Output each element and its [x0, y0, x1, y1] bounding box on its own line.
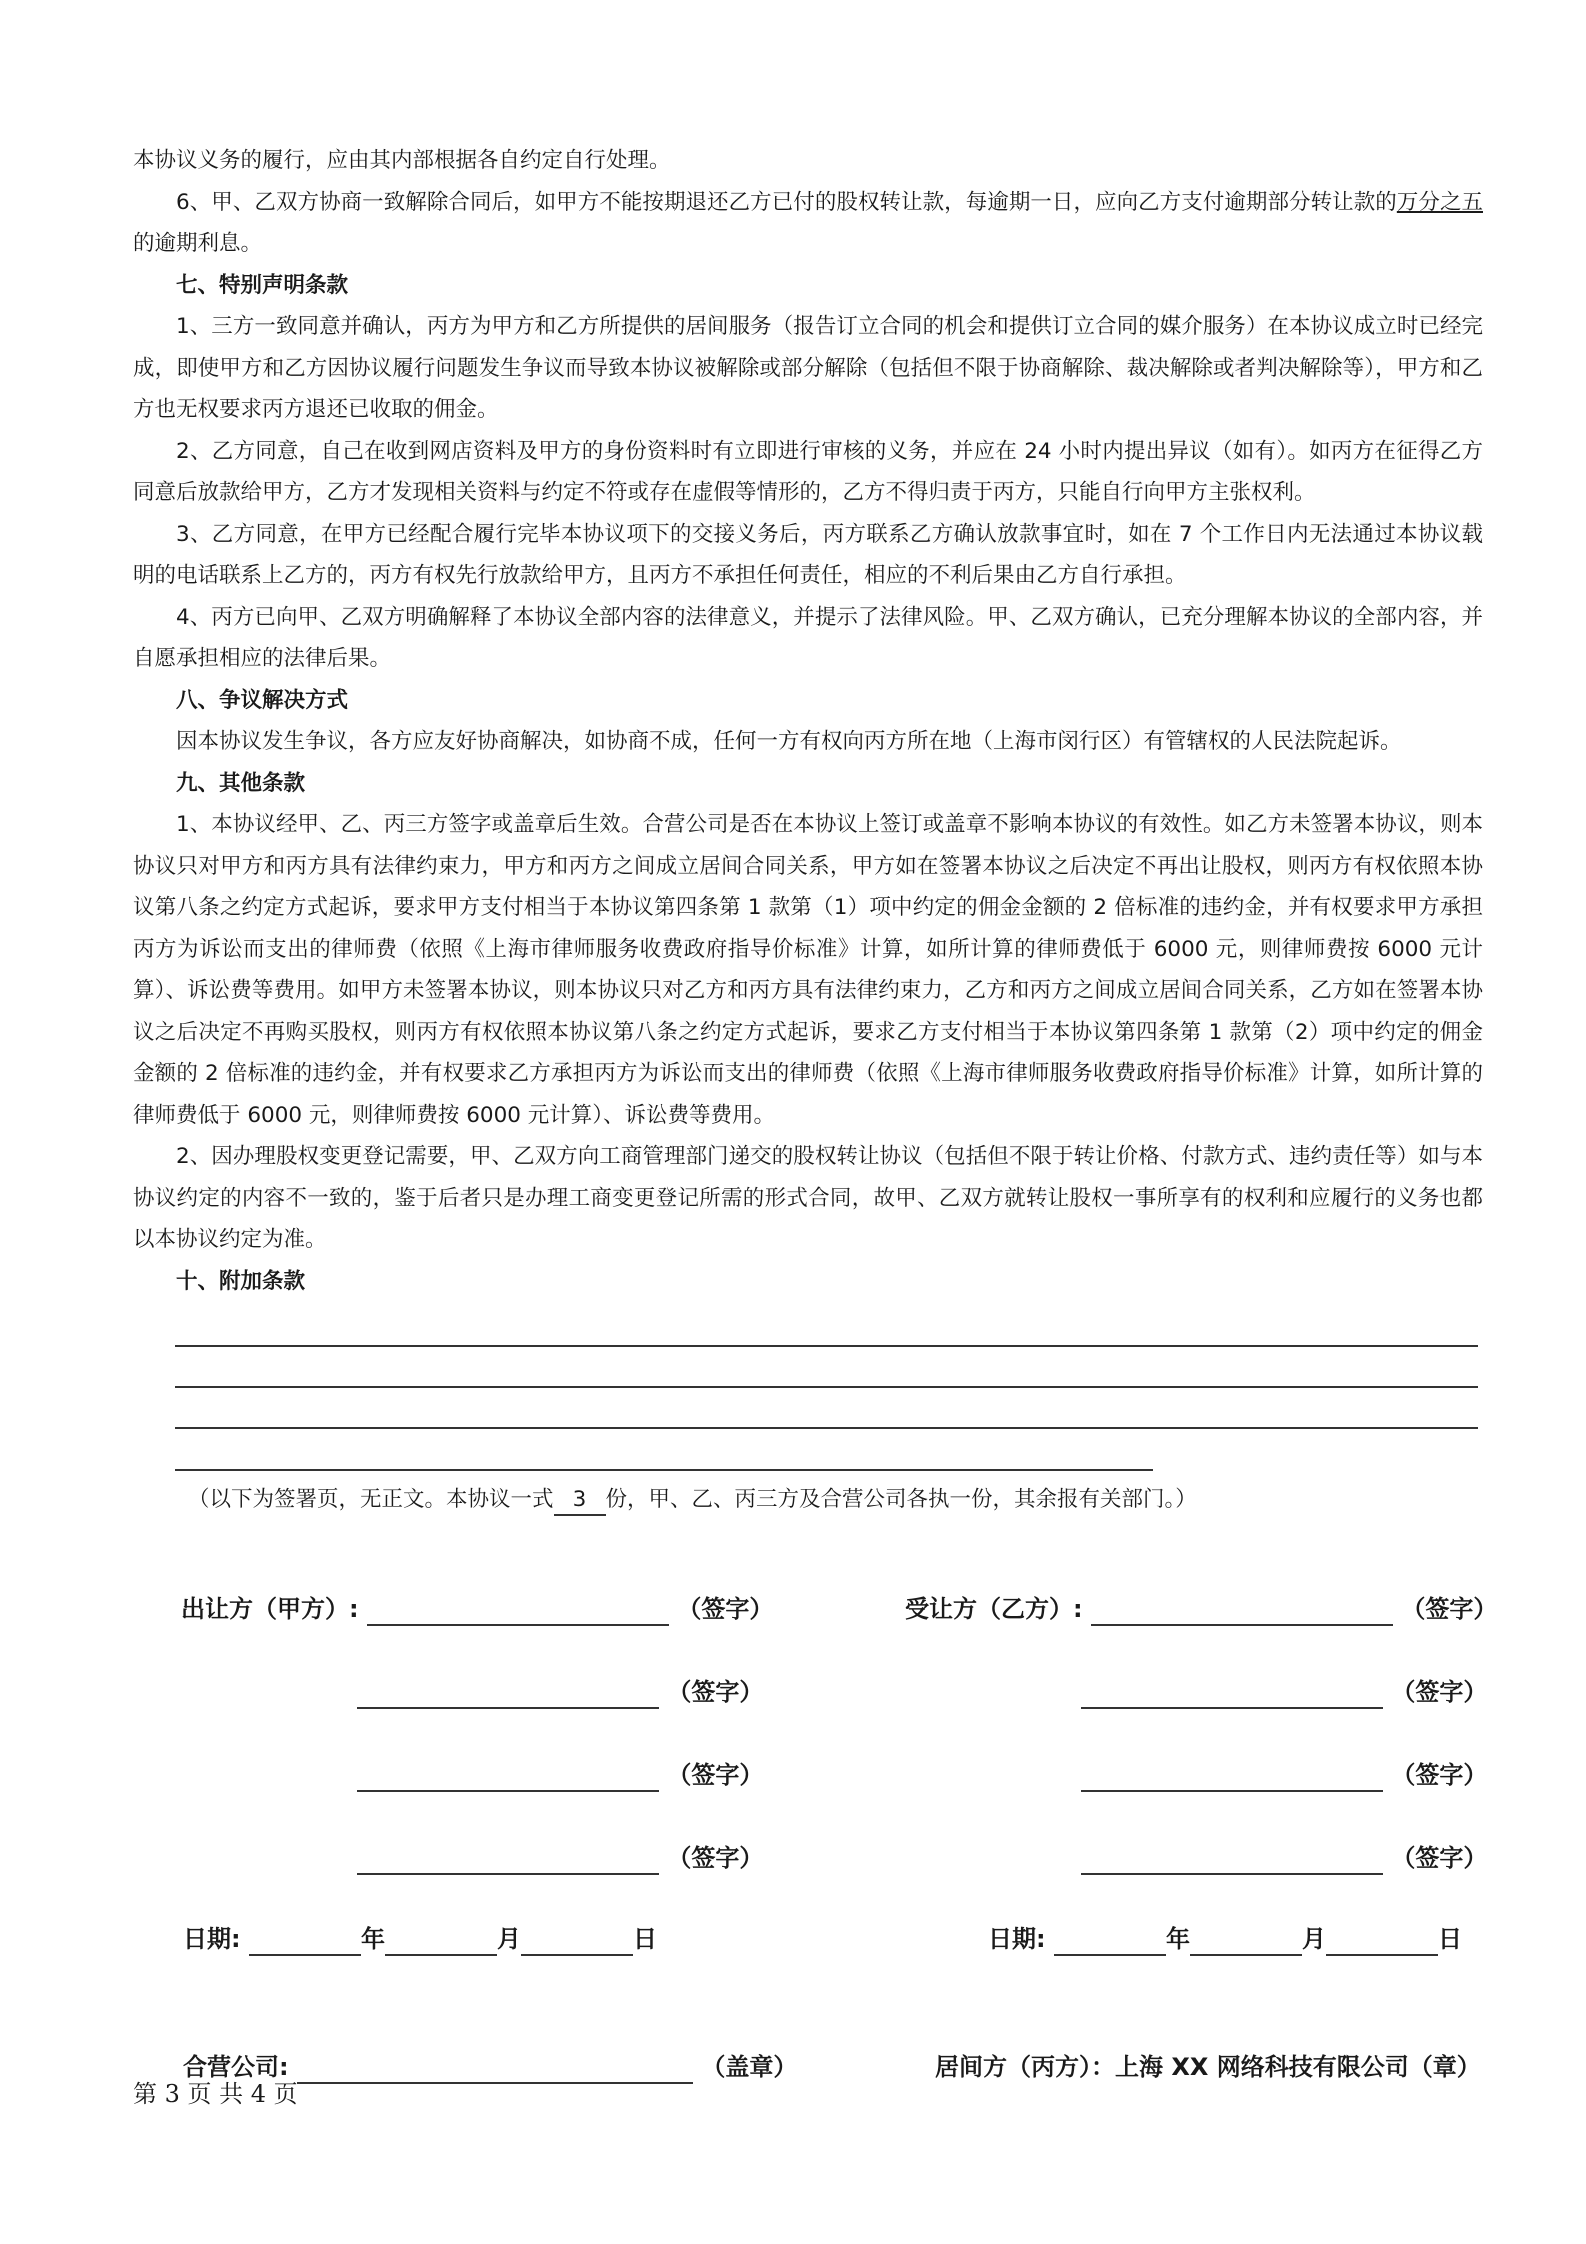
party-b-sign-line	[1081, 1685, 1383, 1709]
sign-note: （签字）	[1391, 1761, 1488, 1789]
section-heading: 十、附加条款	[176, 1268, 306, 1294]
sign-note: （签字）	[1401, 1595, 1498, 1623]
clause-text: 的逾期利息。	[133, 231, 263, 256]
party-a-sign-row-1	[181, 1592, 773, 1626]
month-label: 月	[496, 1925, 521, 1953]
party-a-sign-row-3	[357, 1758, 763, 1792]
party-b-sign-row-4	[1081, 1841, 1487, 1875]
month-label: 月	[1301, 1925, 1326, 1953]
date-label: 日期:	[183, 1925, 241, 1953]
date-day-line	[521, 1932, 633, 1956]
party-a-sign-line	[357, 1685, 659, 1709]
clause-text: 6、甲、乙双方协商一致解除合同后，如甲方不能按期退还乙方已付的股权转让款，每逾期一日，应向乙方支付逾期部分转让款的	[176, 189, 1397, 215]
date-label: 日期:	[988, 1925, 1046, 1953]
jv-label: 合营公司:	[183, 2053, 289, 2081]
copies-text-after: 份，甲、乙、丙三方及合营公司各执一份，其余报有关部门。）	[605, 1487, 1197, 1512]
copies-count: 3	[554, 1486, 606, 1516]
sign-note: （签字）	[677, 1595, 774, 1623]
section-heading: 八、争议解决方式	[176, 687, 349, 713]
party-b-label: 受让方（乙方）:	[905, 1595, 1083, 1623]
clause-paragraph: 因本协议发生争议，各方应友好协商解决，如协商不成，任何一方有权向丙方所在地（上海市闵行区）有管辖权的人民法院起诉。	[176, 729, 1402, 754]
sign-note: （签字）	[1391, 1678, 1488, 1706]
copies-note	[188, 1480, 1197, 1520]
blank-line-4	[175, 1469, 1153, 1471]
year-label: 年	[1165, 1925, 1190, 1953]
date-year-line	[249, 1932, 361, 1956]
clause-paragraph: 2、乙方同意，自己在收到网店资料及甲方的身份资料时有立即进行审核的义务，并应在 24 小时内提出异议（如有）。如丙方在征得乙方同意后放款给甲方，乙方才发现相关资料与约定不符或存在虚假等情形的，乙方不得归责于丙方，只能自行向甲方主张权利。	[133, 438, 1483, 505]
year-label: 年	[360, 1925, 385, 1953]
clause-paragraph	[133, 182, 1483, 265]
date-day-line	[1326, 1932, 1438, 1956]
clause-paragraph: 1、三方一致同意并确认，丙方为甲方和乙方所提供的居间服务（报告订立合同的机会和提供订立合同的媒介服务）在本协议成立时已经完成，即使甲方和乙方因协议履行问题发生争议而导致本协议被解除或部分解除（包括但不限于协商解除、裁决解除或者判决解除等），甲方和乙方也无权要求丙方退还已收取的佣金。	[133, 314, 1483, 422]
section-heading: 九、其他条款	[176, 770, 306, 796]
intermediary-sign	[935, 2050, 1481, 2084]
copies-text-before: （以下为签署页，无正文。本协议一式	[188, 1487, 554, 1512]
clause-paragraph: 本协议义务的履行，应由其内部根据各自约定自行处理。	[133, 148, 671, 173]
party-b-sign-row-3	[1081, 1758, 1487, 1792]
underlined-term: 万分之五	[1396, 189, 1483, 215]
clause-paragraph: 1、本协议经甲、乙、丙三方签字或盖章后生效。合营公司是否在本协议上签订或盖章不影响本协议的有效性。如乙方未签署本协议，则本协议只对甲方和丙方具有法律约束力，甲方和丙方之间成立居间合同关系，甲方如在签署本协议之后决定不再出让股权，则丙方有权依照本协议第八条之约定方式起诉，要求甲方支付相当于本协议第四条第 1 款第（1）项中约定的佣金金额的 2 倍标准的违约金，并有权要求甲方承担丙方为诉讼而支出的律师费（依照《上海市律师服务收费政府指导价标准》计算，如所计算的律师费低于 6000 元，则律师费按 6000 元计算）、诉讼费等费用。如甲方未签署本协议，则本协议只对乙方和丙方具有法律约束力，乙方和丙方之间成立居间合同关系，乙方如在签署本协议之后决定不再购买股权，则丙方有权依照本协议第八条之约定方式起诉，要求乙方支付相当于本协议第四条第 1 款第（2）项中约定的佣金金额的 2 倍标准的违约金，并有权要求乙方承担丙方为诉讼而支出的律师费（依照《上海市律师服务收费政府指导价标准》计算，如所计算的律师费低于 6000 元，则律师费按 6000 元计算）、诉讼费等费用。	[133, 812, 1483, 1128]
date-year-line	[1054, 1932, 1166, 1956]
party-a-sign-row-2	[357, 1675, 763, 1709]
sign-note: （签字）	[667, 1844, 764, 1872]
sign-note: （签字）	[667, 1761, 764, 1789]
jv-sign-line	[297, 2060, 693, 2084]
blank-line-2	[175, 1386, 1478, 1388]
clause-paragraph: 4、丙方已向甲、乙双方明确解释了本协议全部内容的法律意义，并提示了法律风险。甲、乙双方确认，已充分理解本协议的全部内容，并自愿承担相应的法律后果。	[133, 604, 1483, 671]
clause-paragraph: 3、乙方同意，在甲方已经配合履行完毕本协议项下的交接义务后，丙方联系乙方确认放款事宜时，如在 7 个工作日内无法通过本协议载明的电话联系上乙方的，丙方有权先行放款给甲方，且丙方不承担任何责任，相应的不利后果由乙方自行承担。	[133, 521, 1483, 588]
sign-note: （签字）	[667, 1678, 764, 1706]
page-footer: 第 3 页 共 4 页	[133, 2080, 298, 2108]
party-a-sign-line	[357, 1851, 659, 1875]
clause-paragraph: 2、因办理股权变更登记需要，甲、乙双方向工商管理部门递交的股权转让协议（包括但不限于转让价格、付款方式、违约责任等）如与本协议约定的内容不一致的，鉴于后者只是办理工商变更登记所需的形式合同，故甲、乙双方就转让股权一事所享有的权利和应履行的义务也都以本协议约定为准。	[133, 1144, 1483, 1252]
party-b-sign-line	[1081, 1851, 1383, 1875]
party-a-label: 出让方（甲方）:	[181, 1595, 359, 1623]
day-label: 日	[1437, 1925, 1462, 1953]
contract-body	[133, 140, 1483, 1302]
sign-note: （签字）	[1391, 1844, 1488, 1872]
date-month-line	[385, 1932, 497, 1956]
party-a-sign-line	[367, 1602, 669, 1626]
party-b-sign-row-1	[905, 1592, 1497, 1626]
blank-line-3	[175, 1427, 1478, 1429]
party-b-date	[988, 1922, 1462, 1956]
party-a-sign-line	[357, 1768, 659, 1792]
date-month-line	[1190, 1932, 1302, 1956]
party-a-sign-row-4	[357, 1841, 763, 1875]
day-label: 日	[632, 1925, 657, 1953]
section-heading: 七、特别声明条款	[176, 272, 349, 298]
party-b-sign-row-2	[1081, 1675, 1487, 1709]
party-b-sign-line	[1091, 1602, 1393, 1626]
party-b-sign-line	[1081, 1768, 1383, 1792]
intermediary-label: 居间方（丙方）：上海 XX 网络科技有限公司（章）	[935, 2053, 1481, 2081]
seal-note: （盖章）	[701, 2053, 798, 2081]
blank-line-1	[175, 1345, 1478, 1347]
party-a-date	[183, 1922, 657, 1956]
